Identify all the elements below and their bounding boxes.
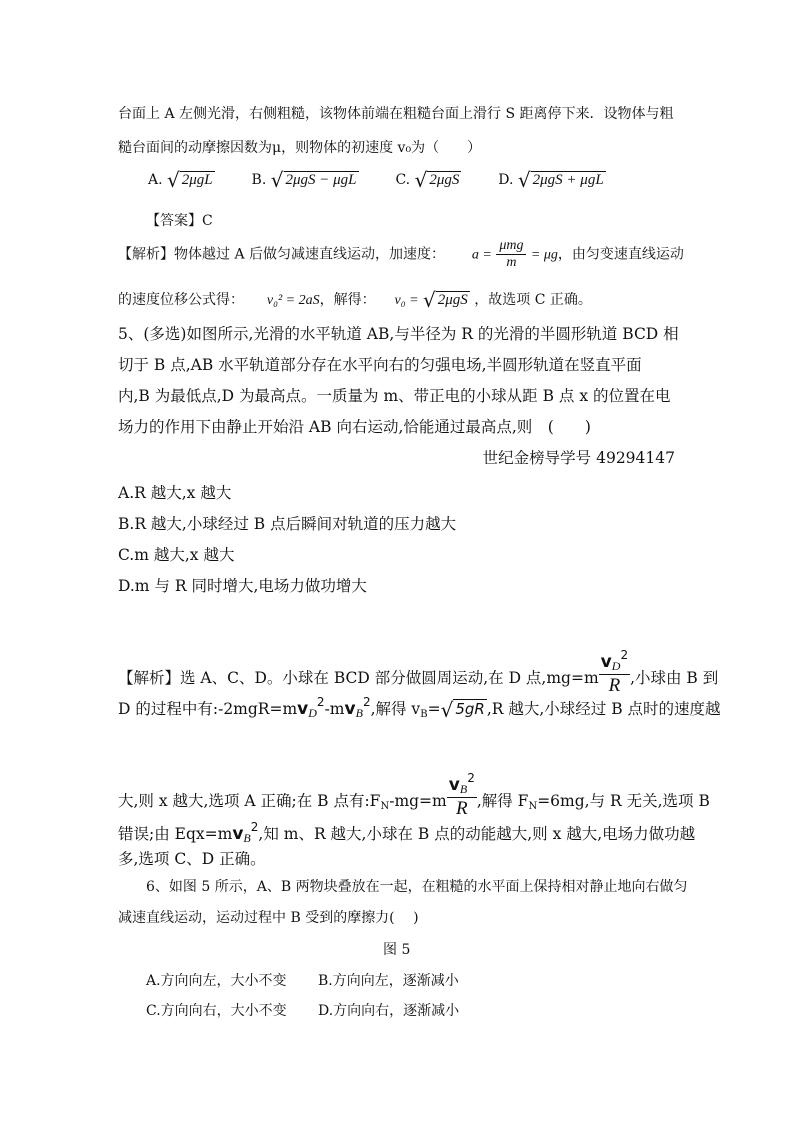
q5-line2: 切于 B 点,AB 水平轨道部分存在水平向右的匀强电场,半圆形轨道在竖直平面 xyxy=(118,356,642,374)
q6-option-c: C.方向向右，大小不变 xyxy=(146,1003,287,1019)
q5-option-d: D.m 与 R 同时增大,电场力做功增大 xyxy=(118,577,367,595)
q6-option-b: B.方向向左，逐渐减小 xyxy=(318,973,459,989)
q6-line2: 减速直线运动，运动过程中 B 受到的摩擦力( ) xyxy=(118,910,419,926)
q4-analysis-line2: 的速度位移公式得： v₀² = 2aS，解得： v₀ = √ 2μgS ，故选项 C 正确。 xyxy=(118,288,592,312)
q5-fraction-vb2-over-r: $\frac{v_B^2}{R}$ xyxy=(448,771,475,819)
q6-option-d: D.方向向右，逐渐减小 xyxy=(318,1003,460,1019)
q5-analysis-line5: 多,选项 C、D 正确。 xyxy=(118,850,266,868)
q5-source: 世纪金榜导学号 49294147 xyxy=(482,449,675,467)
q5-analysis-line4: 错误;由 $Eqx=mv_B^2$,知 m、R 越大,小球在 B 点的动能越大,则 x 越大,电场力做功越 xyxy=(118,820,696,845)
q6-figure-caption: 图 5 xyxy=(383,942,411,958)
q4-text-line2: 糙台面间的动摩擦因数为μ，则物体的初速度 v₀为（ ） xyxy=(118,140,482,156)
q4-options xyxy=(148,168,606,192)
q5-line1: 5、(多选)如图所示,光滑的水平轨道 AB,与半径为 R 的光滑的半圆形轨道 BCD 相 xyxy=(118,325,679,343)
q5-line4: 场力的作用下由静止开始沿 AB 向右运动,恰能通过最高点,则 ( ) xyxy=(118,418,591,436)
q5-analysis-line1: 【解析】选 A、C、D。小球在 BCD 部分做圆周运动,在 D 点,mg=m $\frac{v_D^2}{R}$ ,小球由 B 到 xyxy=(118,648,719,696)
q4-option-d-label: D. xyxy=(498,172,514,188)
q4-option-c-label: C. xyxy=(395,172,411,188)
q6-line1: 6、如图 5 所示，A、B 两物块叠放在一起，在粗糙的水平面上保持相对静止地向右做匀 xyxy=(146,879,688,895)
q4-option-d-expr: √ 2μgS + μgL xyxy=(517,168,604,192)
q4-answer: 【答案】C xyxy=(146,213,213,229)
q6-option-a: A.方向向左，大小不变 xyxy=(146,973,287,989)
q4-option-b-expr: √ 2μgS − μgL xyxy=(270,168,357,192)
q5-option-b: B.R 越大,小球经过 B 点后瞬间对轨道的压力越大 xyxy=(118,515,457,533)
q5-fraction-vd2-over-r: $\frac{v_D^2}{R}$ xyxy=(600,648,629,696)
q5-option-c: C.m 越大,x 越大 xyxy=(118,546,235,564)
q5-analysis-line2: D 的过程中有$:-2mgR=mv_D^2-mv_B^2$,解得 $v_B=√$ 5gR ,R 越大,小球经过 B 点时的速度越 xyxy=(118,695,721,722)
q4-analysis-line1: 【解析】物体越过 A 后做匀减速直线运动，加速度： a = $\frac{\text{μmg}}{m}$ = μg，由匀变速直线运动 xyxy=(118,238,684,270)
q5-option-a: A.R 越大,x 越大 xyxy=(118,484,232,502)
q4-option-a-label: A. xyxy=(148,172,163,188)
q4-accel-fraction: $\frac{\text{μmg}}{m}$ xyxy=(496,238,526,271)
q5-analysis-line3: 大,则 x 越大,选项 A 正确;在 B 点有$:F_N-mg=m$ $\frac{v_B^2}{R}$ ,解得 $F_N=6mg$,与 R 无关,选项 B xyxy=(118,771,710,819)
q4-text-line1: 台面上 A 左侧光滑，右侧粗糙，该物体前端在粗糙台面上滑行 S 距离停下来．设物体与粗 xyxy=(118,106,674,122)
q4-option-a-expr: √ 2μgL xyxy=(167,168,213,192)
q5-line3: 内,B 为最低点,D 为最高点。一质量为 m、带正电的小球从距 B 点 x 的位置在电 xyxy=(118,387,671,405)
q4-option-b-label: B. xyxy=(251,172,267,188)
q4-option-c-expr: √ 2μgS xyxy=(414,168,460,192)
